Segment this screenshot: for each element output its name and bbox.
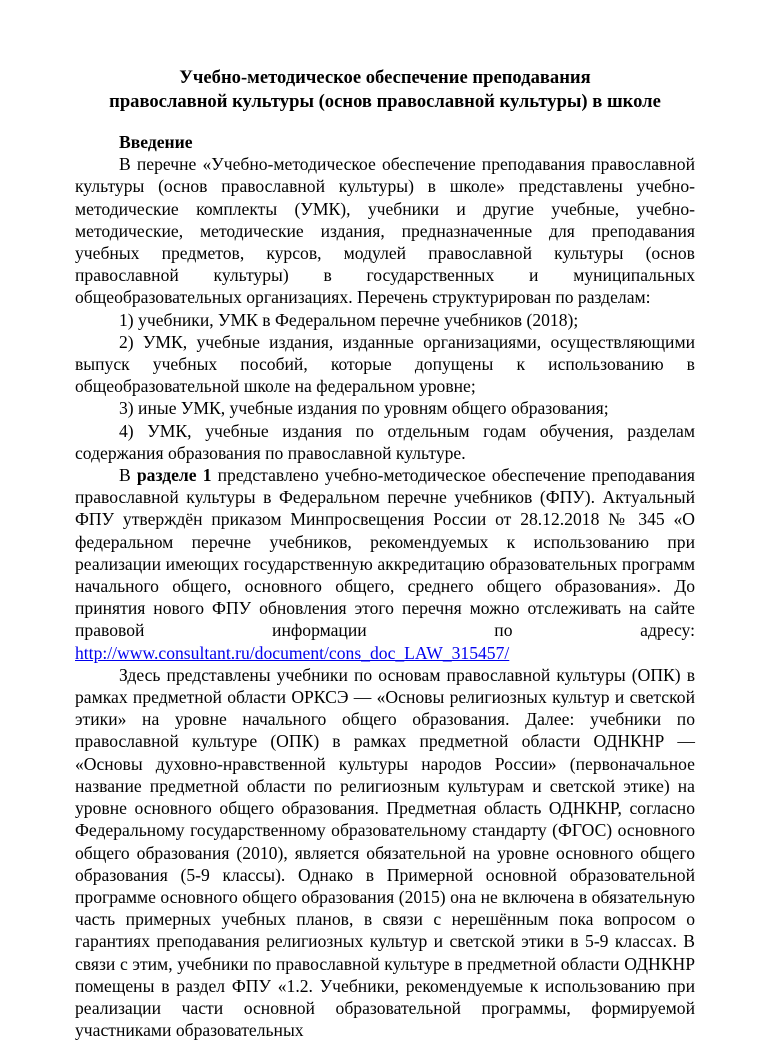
list-item-1: 1) учебники, УМК в Федеральном перечне учебников (2018);: [119, 309, 579, 330]
title-line-2: православной культуры (основ православной культуры) в школе: [109, 91, 661, 112]
list-item-2: 2) УМК, учебные издания, изданные организациями, осуществляющими выпуск учебных пособий, которые допущены к использованию в общеобразовательной школе на федеральном уровне;: [75, 331, 695, 397]
section-1-paragraph: [75, 464, 695, 664]
section-1-bold: разделе 1: [136, 465, 212, 486]
intro-paragraph: В перечне «Учебно-методическое обеспечение преподавания православной культуры (основ православной культуры) в школе» представлены учебно-методические комплекты (УМК), учебники и другие учебные, учебно-методические, методические издания, предназначенные для преподавания учебных предметов, курсов, модулей православной культуры (основ православной культуры) в государственных и муниципальных общеобразовательных организациях. Перечень структурирован по разделам:: [75, 154, 695, 308]
list-item-4: 4) УМК, учебные издания по отдельным годам обучения, разделам содержания образования по православной культуре.: [75, 420, 695, 463]
document-title: [75, 66, 695, 114]
title-line-1: Учебно-методическое обеспечение преподавания: [179, 67, 591, 88]
section-1-lead: В: [119, 465, 137, 486]
consultant-link[interactable]: http://www.consultant.ru/document/cons_doc_LAW_315457/: [75, 642, 510, 663]
document-page: [75, 66, 695, 1041]
intro-heading: Введение: [119, 132, 193, 152]
paragraph-subject-areas: Здесь представлены учебники по основам православной культуры (ОПК) в рамках предметной области ОРКСЭ — «Основы религиозных культур и светской этики» на уровне начального общего образования. Далее: учебники по православной культуре (ОПК) в рамках предметной области ОДНКНР — «Основы духовно-нравственной культуры народов России» (первоначальное название предметной области по религиозным культурам и светской этике) на уровне основного общего образования. Предметная область ОДНКНР, согласно Федеральному государственному образовательному стандарту (ФГОС) основного общего образования (2010), является обязательной на уровне основного общего образования (5-9 классы). Однако в Примерной основной образовательной программе основного общего образования (2015) она не включена в обязательную часть примерных учебных планов, в связи с нерешённым пока вопросом о гарантиях преподавания религиозных культур и светской этики в 5-9 классах. В связи с этим, учебники по православной культуре в предметной области ОДНКНР помещены в раздел ФПУ «1.2. Учебники, рекомендуемые к использованию при реализации части основной образовательной программы, формируемой участниками образовательных: [75, 664, 695, 1041]
list-item-3: 3) иные УМК, учебные издания по уровням общего образования;: [119, 398, 609, 419]
section-1-text: представлено учебно-методическое обеспечение преподавания православной культуры в Федеральном перечне учебников (ФПУ). Актуальный ФПУ утверждён приказом Минпросвещения России от 28.12.2018 № 345 «О федеральном перечне учебников, рекомендуемых к использованию при реализации имеющих государственную аккредитацию образовательных программ начального общего, основного общего, среднего общего образования». До принятия нового ФПУ обновления этого перечня можно отслеживать на сайте правовой информации по адресу:: [75, 465, 695, 641]
